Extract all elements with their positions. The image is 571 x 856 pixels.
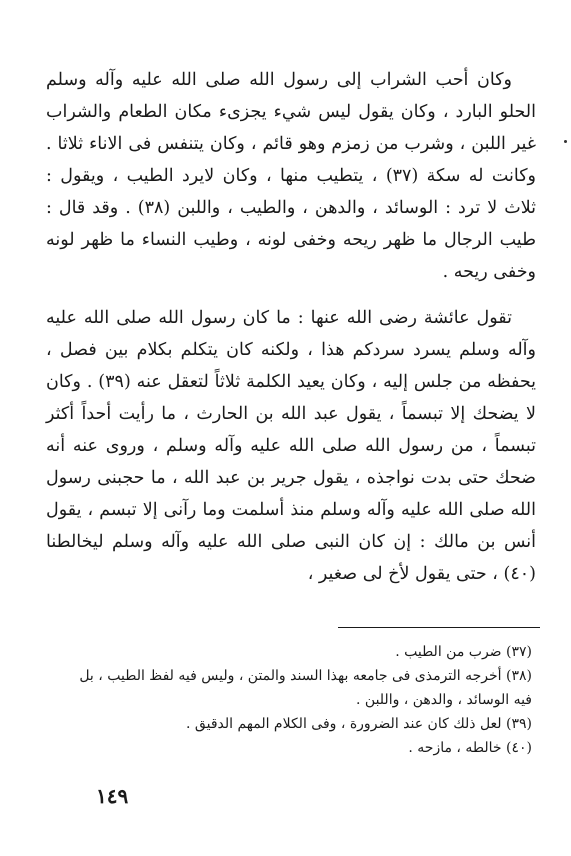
footnote-divider [338,627,540,628]
footnote-39: (٣٩) لعل ذلك كان عند الضرورة ، وفى الكلام المهم الدقيق . [186,716,532,732]
page-number: ١٤٩ [96,784,129,808]
main-text [46,64,536,590]
footnotes [58,640,540,760]
footnote-38: (٣٨) أخرجه الترمذى فى جامعه بهذا السند والمتن ، وليس فيه لفظ الطيب ، بل فيه الوسائد ، والدهن ، واللبن . [79,668,532,708]
paragraph-2: تقول عائشة رضى الله عنها : ما كان رسول الله صلى الله عليه وآله وسلم يسرد سردكم هذا ، ولكنه كان يتكلم بكلام بين فصل ، يحفظه من جلس إليه ، وكان يعيد الكلمة ثلاثاً لتعقل عنه (٣٩) . وكان لا يضحك إلا تبسماً ، يقول عبد الله بن الحارث ، ما رأيت أحداً أكثر تبسماً ، من رسول الله صلى الله عليه وآله وسلم ، وروى عنه أنه ضحك حتى بدت نواجذه ، يقول جرير بن عبد الله ، ما حجبنى رسول الله صلى الله عليه وآله وسلم منذ أسلمت وما رآنى إلا تبسم ، يقول أنس بن مالك : إن كان النبى صلى الله عليه وآله وسلم ليخالطنا (٤٠) ، حتى يقول لأخ لى صغير ، [46,308,537,584]
footnote-37: (٣٧) ضرب من الطيب . [395,644,532,660]
paragraph-1: وكان أحب الشراب إلى رسول الله صلى الله عليه وآله وسلم الحلو البارد ، وكان يقول ليس شيء يجزىء مكان الطعام والشراب غير اللبن ، وشرب من زمزم وهو قائم ، وكان يتنفس فى الاناء ثلاثا . وكانت له سكة (٣٧) ، يتطيب منها ، وكان لايرد الطيب ، ويقول : ثلاث لا ترد : الوسائد ، والدهن ، والطيب ، واللبن (٣٨) . وقد قال : طيب الرجال ما ظهر ريحه وخفى لونه ، وطيب النساء ما ظهر لونه وخفى ريحه . [46,70,537,282]
footnote-40: (٤٠) خالطه ، مازحه . [408,740,532,756]
margin-dot [564,140,567,143]
